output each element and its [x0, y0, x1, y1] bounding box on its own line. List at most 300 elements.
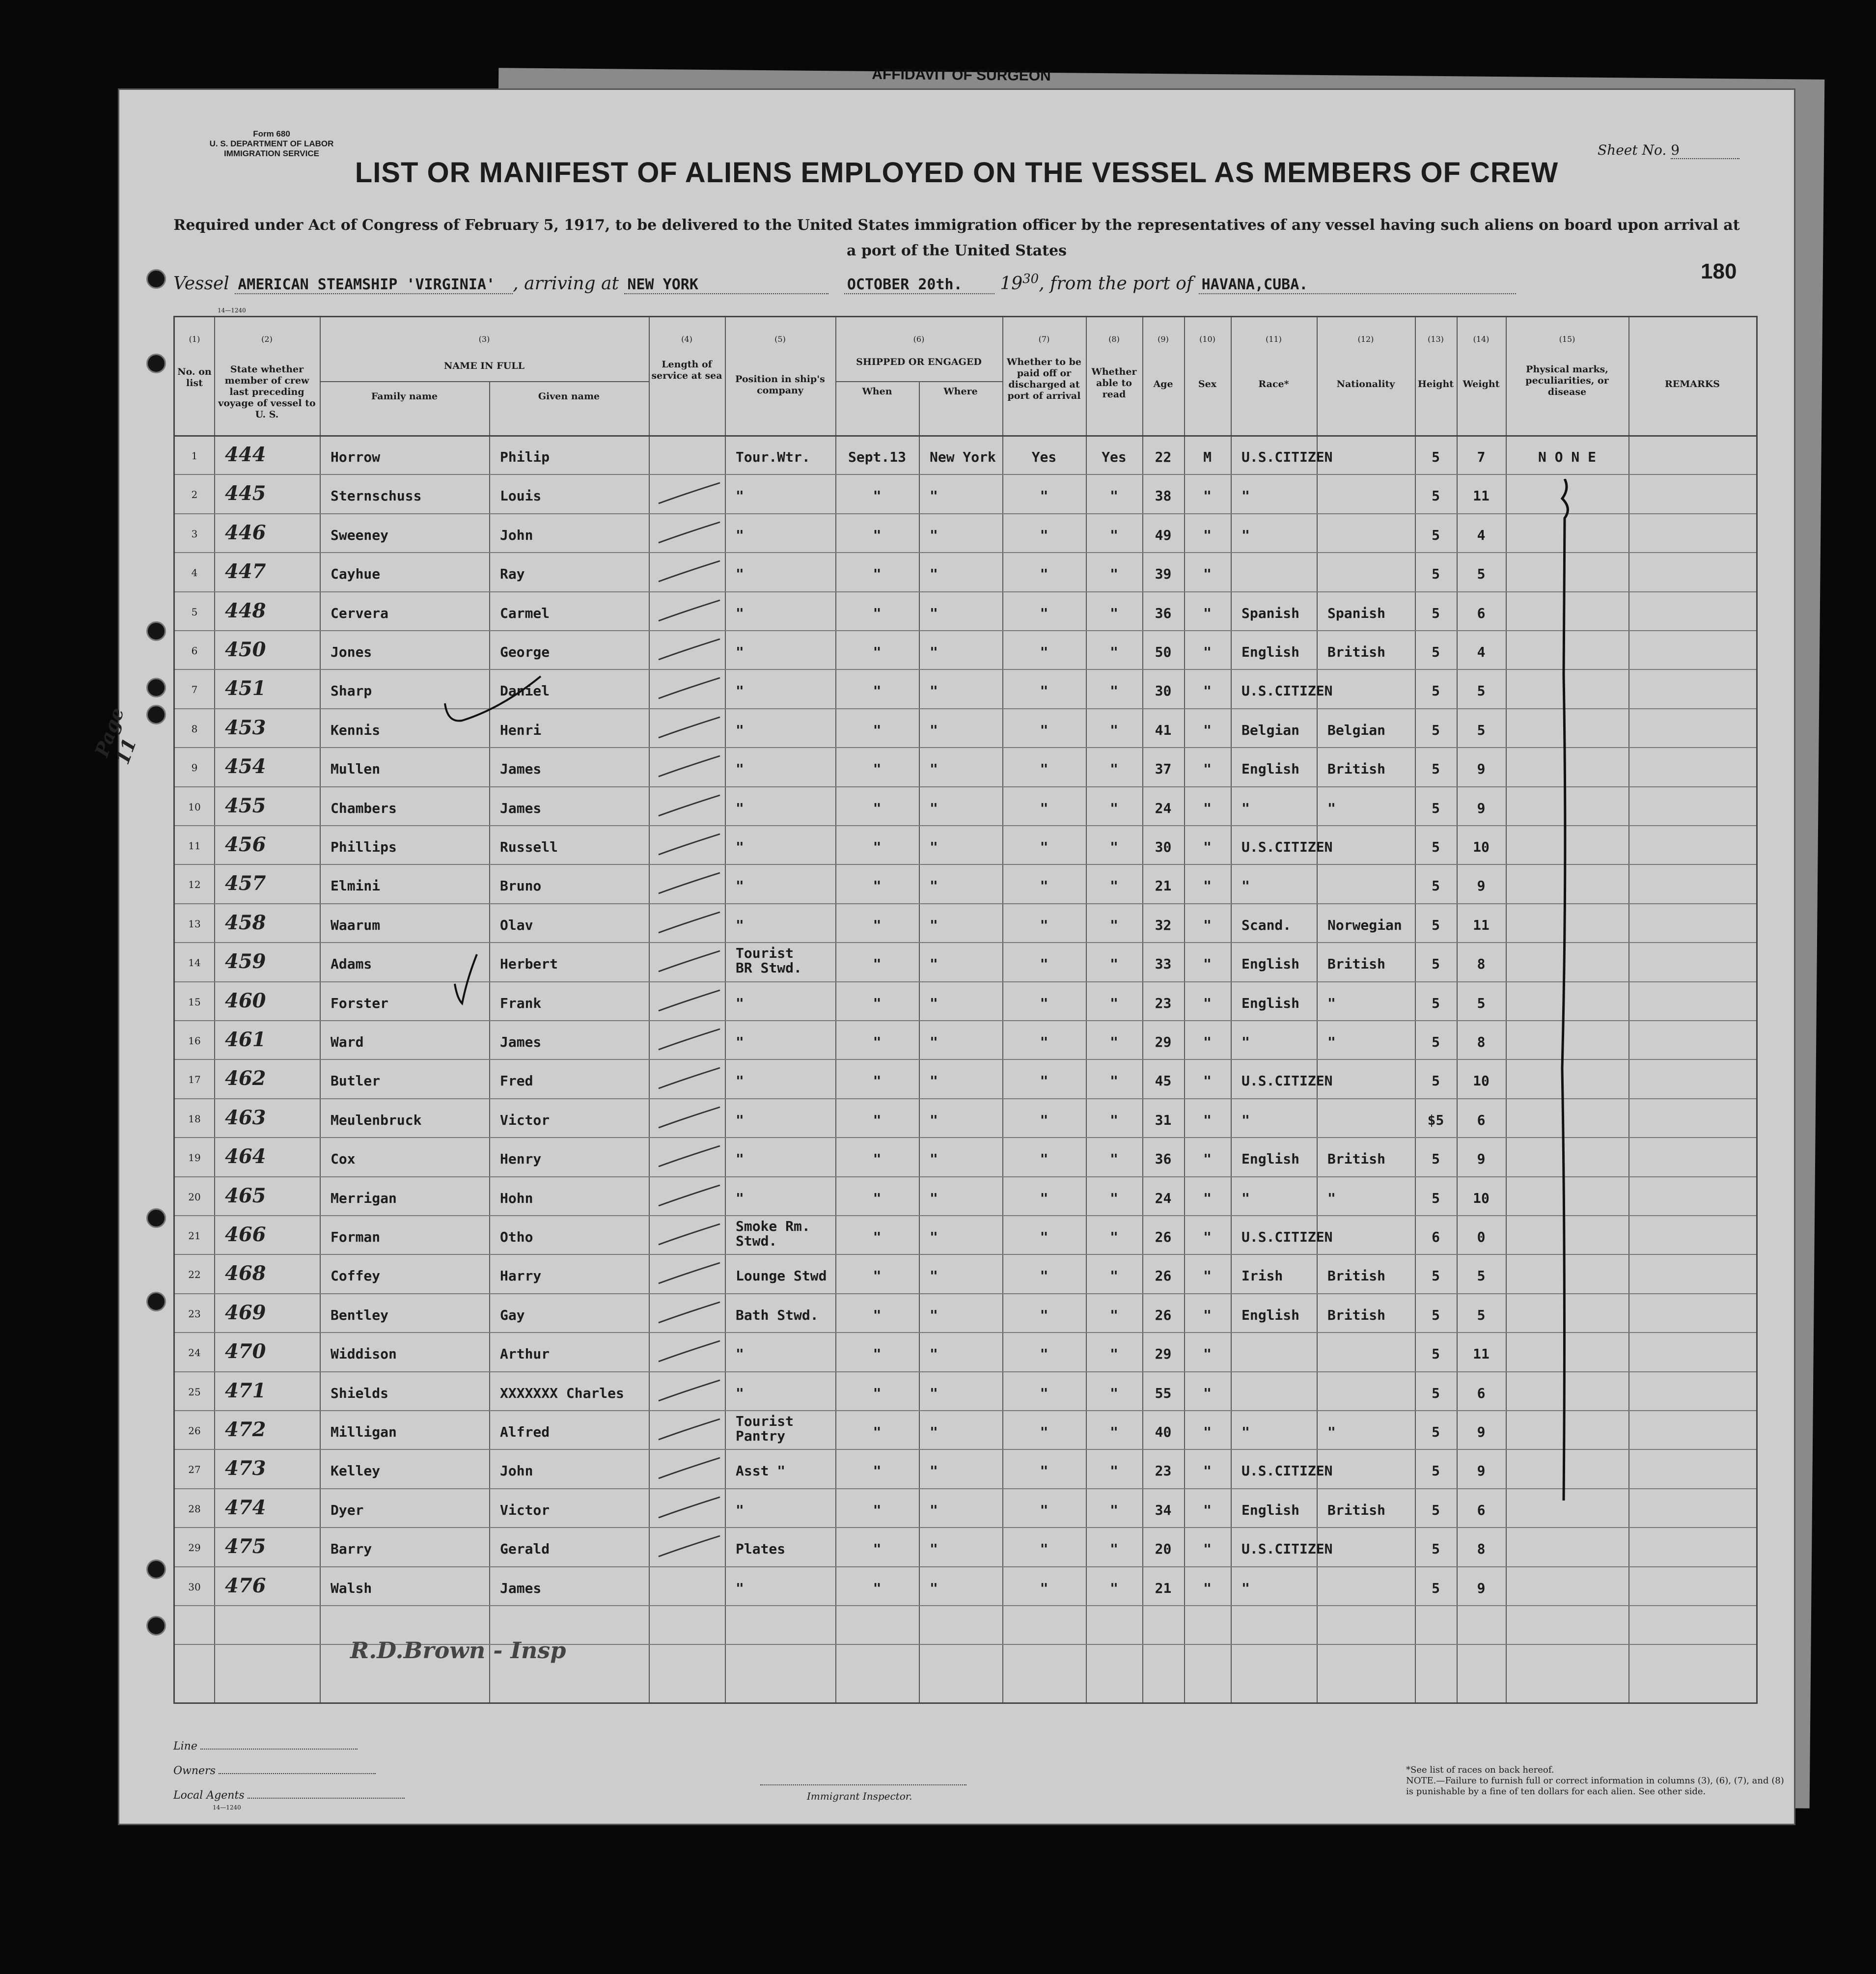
cell-age: 24	[1155, 1190, 1172, 1206]
inspector-label: Immigrant Inspector.	[807, 1790, 912, 1802]
service-length-stroke	[656, 791, 725, 821]
cell-w: 6	[1477, 1385, 1486, 1401]
cell-id: 464	[225, 1145, 266, 1168]
cell-age: 21	[1155, 878, 1172, 894]
cell-when: "	[873, 1034, 882, 1050]
cell-id: 447	[225, 560, 266, 584]
row-rule	[175, 1332, 1756, 1333]
cell-h: 5	[1432, 683, 1440, 699]
cell-paid: "	[1040, 1190, 1048, 1206]
header-age: Age	[1153, 379, 1173, 389]
service-length-stroke	[656, 1493, 725, 1523]
cell-sex: "	[1203, 1424, 1212, 1440]
cell-when: "	[873, 839, 882, 855]
cell-age: 33	[1155, 956, 1172, 973]
cell-age: 26	[1155, 1268, 1172, 1284]
stamp-number: 180	[1701, 259, 1737, 283]
cell-paid: "	[1040, 1501, 1048, 1518]
cell-when: "	[873, 1151, 882, 1168]
sheet-number-field: Sheet No. 9	[1598, 142, 1739, 159]
header-family: Family name	[371, 391, 438, 402]
cell-race: "	[1241, 488, 1250, 504]
cell-paid: "	[1040, 1424, 1048, 1440]
cell-given: Louis	[500, 488, 542, 504]
cell-where: "	[930, 1268, 938, 1284]
cell-family: Forster	[331, 995, 389, 1011]
cell-sex: "	[1203, 1151, 1212, 1168]
cell-where: "	[930, 1580, 938, 1596]
row-rule	[175, 825, 1756, 826]
cell-family: Phillips	[331, 839, 397, 855]
cell-paid: "	[1040, 566, 1048, 583]
cell-position: Asst "	[736, 1463, 786, 1479]
row-rule	[175, 1059, 1756, 1060]
service-length-stroke	[656, 1142, 725, 1171]
cell-family: Mullen	[331, 761, 381, 778]
cell-read: "	[1110, 1229, 1118, 1245]
row-rule	[175, 747, 1756, 748]
cell-position: "	[736, 722, 744, 738]
form-stamp	[173, 129, 370, 159]
row-rule	[175, 1293, 1756, 1294]
affidavit-label: AFFIDAVIT OF SURGEON	[872, 66, 1051, 84]
cell-id: 462	[225, 1067, 266, 1090]
cell-w: 9	[1477, 761, 1486, 778]
row-rule	[175, 1410, 1756, 1411]
cell-position: "	[736, 839, 744, 855]
cell-id: 455	[225, 794, 266, 817]
column-number: (1)	[189, 334, 200, 344]
cell-where: "	[930, 839, 938, 855]
row-rule	[175, 981, 1756, 982]
cell-race: Belgian	[1241, 722, 1300, 738]
cell-where: "	[930, 605, 938, 621]
cell-read: "	[1110, 488, 1118, 504]
cell-position: "	[736, 995, 744, 1011]
arrival-port: NEW YORK	[624, 276, 828, 294]
cell-no: 14	[188, 957, 201, 969]
cell-family: Sharp	[331, 683, 372, 699]
cell-race: Irish	[1241, 1268, 1283, 1284]
cell-sex: "	[1203, 1580, 1212, 1596]
service-length-stroke	[656, 1220, 725, 1250]
cell-no: 11	[188, 840, 201, 852]
cell-position: "	[736, 488, 744, 504]
arrival-year: 30	[1022, 272, 1039, 286]
cell-given: Carmel	[500, 605, 550, 621]
cell-age: 22	[1155, 449, 1172, 465]
cell-where: "	[930, 800, 938, 816]
cell-position: "	[736, 1346, 744, 1362]
cell-sex: "	[1203, 1073, 1212, 1089]
cell-family: Sweeney	[331, 527, 389, 543]
cell-sex: "	[1203, 566, 1212, 583]
cell-race: English	[1241, 1151, 1300, 1168]
cell-paid: "	[1040, 722, 1048, 738]
column-rule	[489, 381, 490, 1702]
cell-race: English	[1241, 644, 1300, 660]
cell-read: "	[1110, 1151, 1118, 1168]
cell-h: 5	[1432, 449, 1440, 465]
service-length-stroke	[656, 713, 725, 743]
service-length-stroke	[656, 1103, 725, 1133]
cell-h: 5	[1432, 761, 1440, 778]
cell-paid: "	[1040, 488, 1048, 504]
cell-family: Walsh	[331, 1580, 372, 1596]
cell-sex: "	[1203, 878, 1212, 894]
cell-given: Victor	[500, 1112, 550, 1128]
service-length-stroke	[656, 674, 725, 703]
cell-given: Henry	[500, 1151, 542, 1168]
cell-where: "	[930, 761, 938, 778]
row-rule	[175, 474, 1756, 475]
cell-race: "	[1241, 1034, 1250, 1050]
cell-id: 457	[225, 872, 266, 895]
cell-position: "	[736, 1151, 744, 1168]
cell-age: 36	[1155, 605, 1172, 621]
cell-when: "	[873, 956, 882, 973]
column-number: (8)	[1108, 334, 1120, 344]
service-length-stroke	[656, 557, 725, 586]
header-given: Given name	[538, 391, 600, 402]
cell-sex: "	[1203, 995, 1212, 1011]
cell-position: "	[736, 1190, 744, 1206]
cell-sex: "	[1203, 800, 1212, 816]
service-length-stroke	[656, 986, 725, 1016]
cell-race: English	[1241, 1307, 1300, 1323]
cell-where: "	[930, 1463, 938, 1479]
form-code-bottom: 14—1240	[213, 1804, 241, 1811]
cell-age: 32	[1155, 917, 1172, 933]
cell-h: 5	[1432, 956, 1440, 973]
cell-h: 5	[1432, 1190, 1440, 1206]
cell-paid: "	[1040, 683, 1048, 699]
header-race: Race*	[1258, 379, 1289, 389]
cell-w: 9	[1477, 1424, 1486, 1440]
service-length-stroke	[656, 518, 725, 548]
cell-when: "	[873, 917, 882, 933]
cell-position: Tourist BR Stwd.	[736, 945, 802, 976]
cell-when: "	[873, 1385, 882, 1401]
cell-where: "	[930, 878, 938, 894]
cell-age: 55	[1155, 1385, 1172, 1401]
cell-paid: "	[1040, 1541, 1048, 1557]
cell-age: 34	[1155, 1501, 1172, 1518]
cell-given: Russell	[500, 839, 558, 855]
cell-family: Meulenbruck	[331, 1112, 422, 1128]
cell-sex: "	[1203, 761, 1212, 778]
cell-read: "	[1110, 683, 1118, 699]
cell-w: 4	[1477, 644, 1486, 660]
cell-no: 26	[188, 1425, 201, 1437]
column-number: (3)	[478, 334, 490, 344]
cell-no: 27	[188, 1464, 201, 1476]
row-rule	[175, 708, 1756, 709]
cell-sex: "	[1203, 644, 1212, 660]
cell-family: Elmini	[331, 878, 381, 894]
cell-given: Philip	[500, 449, 550, 465]
cell-read: "	[1110, 839, 1118, 855]
service-length-stroke	[656, 1025, 725, 1055]
row-rule	[175, 1527, 1756, 1528]
cell-w: 11	[1473, 917, 1490, 933]
cell-w: 5	[1477, 566, 1486, 583]
fine-note: NOTE.—Failure to furnish full or correct information in columns (3), (6), (7), and (8) is punishable by a fine of ten dollars for each alien. See other side.	[1406, 1776, 1784, 1797]
cell-paid: Yes	[1031, 449, 1057, 465]
cell-when: "	[873, 761, 882, 778]
cell-where: "	[930, 566, 938, 583]
cell-read: "	[1110, 1307, 1118, 1323]
column-rule	[1628, 317, 1629, 1702]
cell-h: 6	[1432, 1229, 1440, 1245]
cell-age: 26	[1155, 1307, 1172, 1323]
cell-h: 5	[1432, 488, 1440, 504]
header-weight: Weight	[1462, 379, 1500, 389]
cell-race: Spanish	[1241, 605, 1300, 621]
cell-marks: N O N E	[1538, 449, 1596, 465]
cell-race: "	[1241, 878, 1250, 894]
margin-page-note: Page 11	[90, 704, 141, 768]
cell-family: Bentley	[331, 1307, 389, 1323]
cell-age: 41	[1155, 722, 1172, 738]
cell-where: "	[930, 722, 938, 738]
header-subrule	[320, 381, 649, 382]
header-where: Where	[943, 386, 978, 397]
cell-when: "	[873, 1229, 882, 1245]
cell-family: Merrigan	[331, 1190, 397, 1206]
cell-w: 6	[1477, 1501, 1486, 1518]
cell-w: 10	[1473, 1190, 1490, 1206]
cell-nat: Belgian	[1327, 722, 1386, 738]
service-length-stroke	[656, 1064, 725, 1093]
cell-given: James	[500, 800, 542, 816]
cell-age: 26	[1155, 1229, 1172, 1245]
header-no: No. on list	[177, 366, 212, 389]
cell-h: 5	[1432, 839, 1440, 855]
cell-w: 11	[1473, 1346, 1490, 1362]
service-length-stroke	[656, 1181, 725, 1211]
cell-no: 1	[191, 450, 198, 462]
column-rule	[649, 317, 650, 1702]
cell-read: "	[1110, 1501, 1118, 1518]
service-length-stroke	[656, 479, 725, 508]
cell-id: 460	[225, 989, 266, 1012]
cell-family: Kelley	[331, 1463, 381, 1479]
vessel-line: Vessel AMERICAN STEAMSHIP 'VIRGINIA' , arriving at NEW YORK OCTOBER 20th. $19^{30}$, from the port of HAVANA,CUBA.	[173, 272, 1755, 294]
cell-race: "	[1241, 527, 1250, 543]
cell-read: "	[1110, 644, 1118, 660]
cell-id: 445	[225, 482, 266, 505]
cell-no: 15	[188, 996, 201, 1008]
row-rule	[175, 1098, 1756, 1099]
cell-no: 13	[188, 917, 201, 930]
cell-given: Otho	[500, 1229, 533, 1245]
header-member: State whether member of crew last preceding voyage of vessel to U. S.	[218, 364, 316, 420]
cell-no: 2	[191, 489, 198, 501]
header-read: Whether able to read	[1091, 366, 1137, 400]
service-length-stroke	[656, 635, 725, 665]
cell-id: 469	[225, 1301, 266, 1324]
header-sex: Sex	[1198, 379, 1217, 389]
cell-where: "	[930, 1190, 938, 1206]
cell-race: U.S.CITIZEN	[1241, 1073, 1333, 1089]
row-rule	[175, 1605, 1756, 1606]
cell-nat: Spanish	[1327, 605, 1386, 621]
cell-when: "	[873, 605, 882, 621]
cell-where: "	[930, 1073, 938, 1089]
cell-race: English	[1241, 761, 1300, 778]
cell-w: 6	[1477, 1112, 1486, 1128]
cell-sex: "	[1203, 488, 1212, 504]
cell-where: "	[930, 683, 938, 699]
cell-w: 5	[1477, 1268, 1486, 1284]
cell-id: 474	[225, 1496, 266, 1519]
cell-sex: "	[1203, 1385, 1212, 1401]
cell-paid: "	[1040, 878, 1048, 894]
binder-hole	[146, 1559, 166, 1579]
cell-w: 6	[1477, 605, 1486, 621]
cell-nat: "	[1327, 1424, 1336, 1440]
service-length-stroke	[656, 830, 725, 860]
cell-where: "	[930, 995, 938, 1011]
cell-paid: "	[1040, 1307, 1048, 1323]
cell-age: 24	[1155, 800, 1172, 816]
sheet-number-value: 9	[1671, 142, 1739, 159]
cell-race: English	[1241, 1501, 1300, 1518]
header-when: When	[862, 386, 892, 397]
cell-sex: M	[1203, 449, 1212, 465]
cell-read: "	[1110, 1073, 1118, 1089]
cell-paid: "	[1040, 1034, 1048, 1050]
cell-where: "	[930, 1541, 938, 1557]
column-number: (4)	[681, 334, 692, 344]
cell-no: 21	[188, 1230, 201, 1242]
cell-when: "	[873, 1307, 882, 1323]
cell-when: "	[873, 1346, 882, 1362]
cell-w: 5	[1477, 683, 1486, 699]
cell-paid: "	[1040, 839, 1048, 855]
cell-when: "	[873, 995, 882, 1011]
column-rule	[919, 381, 920, 1702]
cell-h: 5	[1432, 1346, 1440, 1362]
column-rule	[214, 317, 215, 1702]
cell-age: 45	[1155, 1073, 1172, 1089]
cell-race: "	[1241, 1424, 1250, 1440]
cell-position: "	[736, 527, 744, 543]
column-number: (13)	[1428, 334, 1444, 344]
row-rule	[175, 1254, 1756, 1255]
cell-family: Shields	[331, 1385, 389, 1401]
cell-given: Arthur	[500, 1346, 550, 1362]
cell-position: "	[736, 566, 744, 583]
cell-sex: "	[1203, 956, 1212, 973]
cell-h: 5	[1432, 1307, 1440, 1323]
cell-when: "	[873, 1463, 882, 1479]
cell-w: 4	[1477, 527, 1486, 543]
service-length-stroke	[656, 1298, 725, 1328]
service-label: IMMIGRATION SERVICE	[224, 149, 319, 158]
cell-w: 8	[1477, 1541, 1486, 1557]
cell-read: "	[1110, 878, 1118, 894]
cell-family: Coffey	[331, 1268, 381, 1284]
cell-age: 40	[1155, 1424, 1172, 1440]
cell-given: Henri	[500, 722, 542, 738]
form-code-top: 14—1240	[218, 307, 246, 314]
cell-position: Bath Stwd.	[736, 1307, 819, 1323]
column-rule	[1231, 317, 1232, 1702]
cell-paid: "	[1040, 995, 1048, 1011]
service-length-stroke	[656, 1415, 725, 1445]
cell-w: 10	[1473, 1073, 1490, 1089]
cell-id: 472	[225, 1418, 266, 1441]
cell-where: "	[930, 1034, 938, 1050]
row-rule	[175, 1137, 1756, 1138]
cell-w: 9	[1477, 1151, 1486, 1168]
cell-no: 23	[188, 1307, 201, 1320]
cell-h: 5	[1432, 1501, 1440, 1518]
cell-family: Jones	[331, 644, 372, 660]
cell-sex: "	[1203, 722, 1212, 738]
cell-no: 25	[188, 1386, 201, 1398]
cell-no: 28	[188, 1502, 201, 1515]
cell-h: 5	[1432, 1385, 1440, 1401]
cell-where: "	[930, 488, 938, 504]
cell-h: 5	[1432, 644, 1440, 660]
cell-position: "	[736, 644, 744, 660]
row-rule	[175, 786, 1756, 787]
cell-family: Chambers	[331, 800, 397, 816]
cell-id: 468	[225, 1262, 266, 1285]
cell-race: U.S.CITIZEN	[1241, 449, 1333, 465]
cell-paid: "	[1040, 917, 1048, 933]
cell-w: 8	[1477, 956, 1486, 973]
cell-nat: British	[1327, 956, 1386, 973]
cell-no: 3	[191, 528, 198, 540]
row-rule	[175, 552, 1756, 553]
cell-age: 50	[1155, 644, 1172, 660]
cell-h: 5	[1432, 527, 1440, 543]
cell-no: 12	[188, 879, 201, 891]
cell-given: Herbert	[500, 956, 558, 973]
cell-read: "	[1110, 800, 1118, 816]
cell-w: 5	[1477, 995, 1486, 1011]
cell-nat: "	[1327, 1190, 1336, 1206]
cell-when: "	[873, 1580, 882, 1596]
cell-h: 5	[1432, 878, 1440, 894]
cell-id: 473	[225, 1457, 266, 1480]
cell-w: 11	[1473, 488, 1490, 504]
cell-read: "	[1110, 722, 1118, 738]
header-subrule	[835, 381, 1002, 382]
cell-w: 10	[1473, 839, 1490, 855]
cell-w: 9	[1477, 878, 1486, 894]
cell-age: 30	[1155, 839, 1172, 855]
cell-race: U.S.CITIZEN	[1241, 1541, 1333, 1557]
cell-family: Dyer	[331, 1501, 364, 1518]
cell-paid: "	[1040, 1229, 1048, 1245]
cell-nat: British	[1327, 644, 1386, 660]
cell-paid: "	[1040, 1580, 1048, 1596]
department-label: U. S. DEPARTMENT OF LABOR	[209, 139, 334, 148]
cell-read: "	[1110, 1385, 1118, 1401]
cell-age: 23	[1155, 995, 1172, 1011]
cell-position: "	[736, 1034, 744, 1050]
cell-where: "	[930, 1346, 938, 1362]
header-name: NAME IN FULL	[444, 361, 524, 371]
binder-hole	[146, 1616, 166, 1636]
cell-where: "	[930, 1112, 938, 1128]
cell-read: "	[1110, 1424, 1118, 1440]
